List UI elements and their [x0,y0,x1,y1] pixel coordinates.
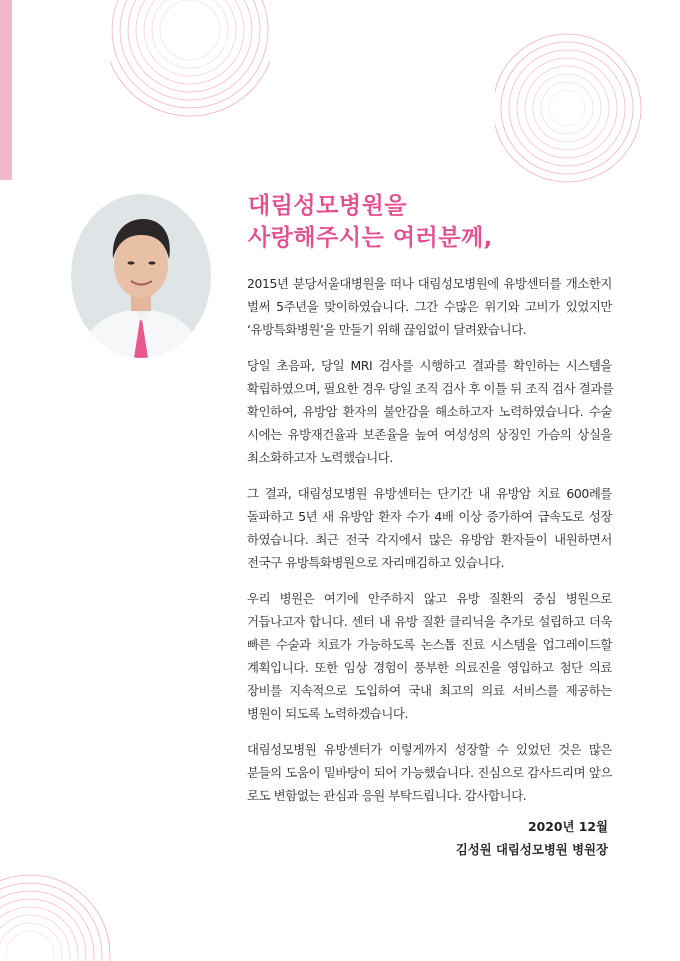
letter-title [248,190,493,254]
page-edge-tab [0,0,12,180]
paragraph [247,482,612,574]
text-line: 빠른 수술과 치료가 가능하도록 논스톱 진료 시스템을 업그레이드할 [247,637,612,652]
director-portrait [71,193,211,358]
paragraph [247,272,612,341]
paragraph [247,738,612,807]
signature-block [456,815,608,861]
title-line: 사랑해주시는 여러분께, [248,225,493,251]
text-line: 전국구 유방특화병원으로 자리매김하고 있습니다. [247,555,505,570]
text-line: 장비를 지속적으로 도입하여 국내 최고의 의료 서비스를 제공하는 [247,683,612,698]
decorative-rings-bottom [0,840,120,961]
paragraph [247,587,612,725]
paragraph [247,354,612,469]
text-line: 돌파하고 5년 새 유방암 환자 수가 4배 이상 증가하여 급속도로 성장 [247,509,612,524]
text-line: 그 결과, 대림성모병원 유방센터는 단기간 내 유방암 치료 600례를 [247,486,612,501]
text-line: 분들의 도움이 밑바탕이 되어 가능했습니다. 진심으로 감사드리며 앞으 [247,765,612,780]
text-line: 병원이 되도록 노력하겠습니다. [247,706,409,721]
text-line: 시에는 유방재건율과 보존율을 높여 여성성의 상징인 가슴의 상실을 [247,427,612,442]
text-line: 하였습니다. 최근 전국 각지에서 많은 유방암 환자들이 내원하면서 [247,532,612,547]
decorative-rings-top [110,0,270,130]
text-line: 최소화하고자 노력했습니다. [247,450,393,465]
text-line: 당일 초음파, 당일 MRI 검사를 시행하고 결과를 확인하는 시스템을 [247,358,612,373]
text-line: 대림성모병원 유방센터가 이렇게까지 성장할 수 있었던 것은 많은 [247,742,612,757]
text-line: 확립하였으며, 필요한 경우 당일 조직 검사 후 이틀 뒤 조직 검사 결과를 [247,381,614,396]
text-line: 2015년 분당서울대병원을 떠나 대림성모병원에 유방센터를 개소한지 [247,276,612,291]
text-line: 거듭나고자 합니다. 센터 내 유방 질환 클리닉을 추가로 설립하고 더욱 [247,614,612,629]
signer-name: 김성원 대림성모병원 병원장 [455,842,608,857]
text-line: 로도 변함없는 관심과 응원 부탁드립니다. 감사합니다. [247,788,527,803]
letter-body [247,272,612,820]
title-line: 대림성모병원을 [248,193,408,219]
text-line: ‘유방특화병원’을 만들기 위해 끊임없이 달려왔습니다. [247,322,527,337]
decorative-rings-right [495,20,675,190]
text-line: 우리 병원은 여기에 안주하지 않고 유방 질환의 중심 병원으로 [247,591,612,606]
text-line: 벌써 5주년을 맞이하였습니다. 그간 수많은 위기와 고비가 있었지만 [247,299,612,314]
text-line: 확인하여, 유방암 환자의 불안감을 해소하고자 노력하였습니다. 수술 [247,404,612,419]
letter-date: 2020년 12월 [528,819,608,834]
text-line: 계획입니다. 또한 임상 경험이 풍부한 의료진을 영입하고 첨단 의료 [247,660,612,675]
